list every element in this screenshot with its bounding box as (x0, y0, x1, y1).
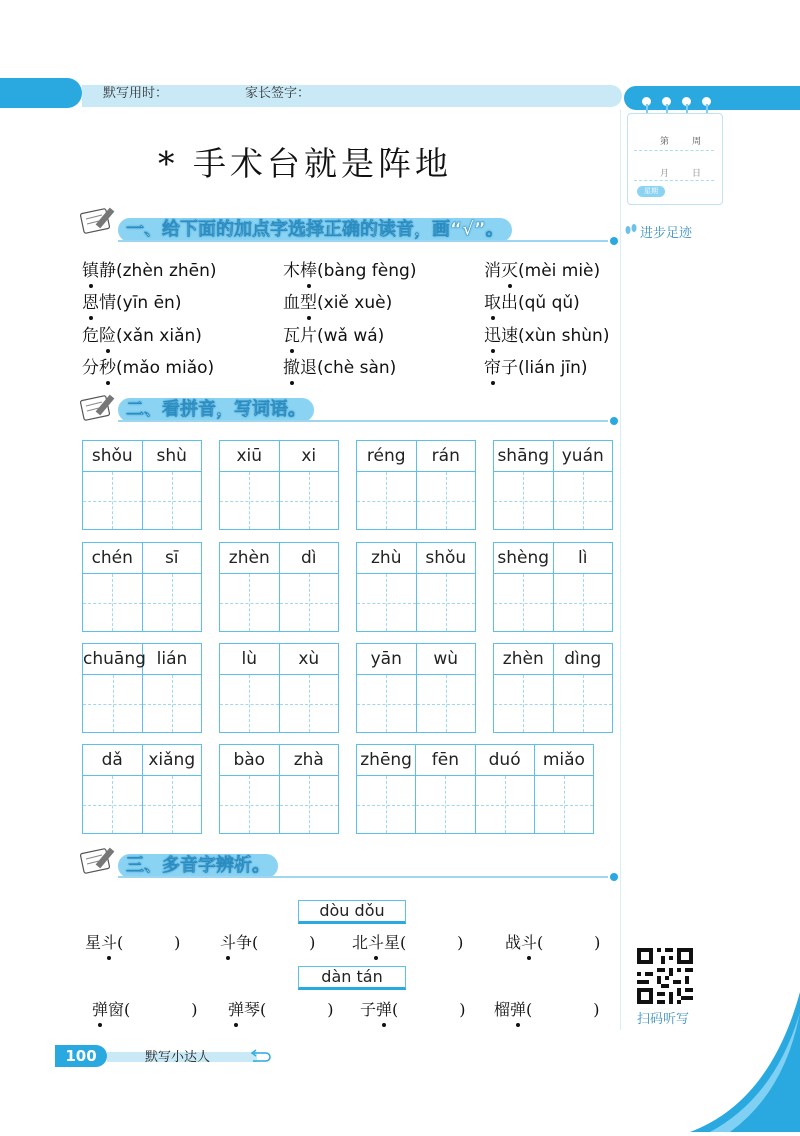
char: 星 (85, 933, 102, 952)
choice-item (283, 353, 396, 378)
pinyin-label: wù (417, 644, 476, 675)
pinyin-label: rán (417, 441, 476, 472)
choice-item (484, 256, 600, 281)
choice-options[interactable]: (xùn shùn) (518, 326, 610, 346)
char: 消 (484, 261, 501, 281)
char-cell[interactable] (417, 441, 476, 529)
dotted-char: 险 (99, 321, 116, 346)
char: 静 (99, 261, 116, 281)
page-edge-line (620, 110, 621, 1030)
answer-blank[interactable]: ( ) (117, 933, 181, 952)
writing-box[interactable] (220, 472, 279, 529)
section-underline (118, 420, 608, 422)
dotted-char: 斗 (220, 930, 236, 953)
char-cell[interactable] (280, 441, 339, 529)
section-end-dot (610, 237, 618, 245)
word-grid[interactable] (493, 643, 613, 733)
polyphone-item (220, 930, 315, 953)
writing-box[interactable] (143, 776, 202, 833)
polyphone-item (352, 930, 463, 953)
week-suffix: 周 (692, 137, 702, 147)
writing-box[interactable] (535, 776, 593, 833)
writing-box[interactable] (83, 472, 142, 529)
char-cell[interactable] (143, 441, 202, 529)
writing-box[interactable] (494, 472, 553, 529)
writing-box[interactable] (357, 675, 416, 732)
char: 木 (283, 261, 300, 281)
char: 争 (236, 933, 253, 952)
polyphone-pinyin-2: dàn tán (298, 966, 406, 990)
writing-box[interactable] (417, 675, 476, 732)
polyphone-word (505, 933, 537, 952)
char: 片 (300, 326, 317, 346)
polyphone-word (85, 933, 117, 952)
char: 窗 (108, 1000, 125, 1019)
dotted-char: 迅 (484, 321, 501, 346)
writing-box[interactable] (357, 472, 416, 529)
writing-box[interactable] (357, 776, 415, 833)
char-cell[interactable] (83, 745, 143, 833)
pinyin-label: xi (280, 441, 339, 472)
pinyin-label: dìng (554, 644, 613, 675)
dotted-char: 弹 (92, 997, 108, 1020)
dotted-char: 棒 (300, 256, 317, 281)
divider (634, 150, 714, 152)
choice-word (283, 326, 317, 346)
dotted-char: 镇 (82, 256, 99, 281)
choice-item (82, 353, 214, 378)
pencil-icon (80, 392, 120, 426)
char-cell[interactable] (143, 543, 202, 631)
writing-box[interactable] (220, 776, 279, 833)
writing-box[interactable] (280, 675, 339, 732)
char-cell[interactable] (143, 745, 202, 833)
progress-label: 进步足迹 (640, 226, 693, 241)
word-grid[interactable] (82, 744, 202, 834)
choice-word (484, 358, 518, 378)
pencil-icon (80, 205, 120, 239)
writing-box[interactable] (416, 776, 474, 833)
char: 分 (82, 358, 99, 378)
parent-signature-label: 家长签字： (245, 86, 311, 101)
char-cell[interactable] (280, 543, 339, 631)
divider (634, 180, 714, 182)
choice-options[interactable]: (bàng fèng) (317, 261, 417, 281)
choice-item (82, 256, 217, 281)
word-grid[interactable] (356, 643, 476, 733)
word-grid[interactable] (82, 440, 202, 530)
polyphone-item (360, 997, 466, 1020)
polyphone-pinyin-1: dòu dǒu (298, 900, 406, 924)
writing-box[interactable] (220, 574, 279, 631)
weekday-badge: 星期 (637, 186, 665, 197)
choice-word (484, 293, 518, 313)
polyphone-item (92, 997, 198, 1020)
dotted-char: 弹 (228, 997, 244, 1020)
writing-box[interactable] (417, 472, 476, 529)
answer-blank[interactable]: ( ) (392, 1000, 466, 1019)
pinyin-label: yān (357, 644, 416, 675)
choice-word (283, 293, 317, 313)
writing-box[interactable] (280, 776, 339, 833)
pinyin-label: zhù (357, 543, 416, 574)
char-cell[interactable] (220, 543, 280, 631)
choice-word (484, 261, 518, 281)
char: 战 (505, 933, 522, 952)
pinyin-label: réng (357, 441, 416, 472)
month-label: 月 (660, 169, 670, 179)
dotted-char: 弹 (376, 997, 392, 1020)
polyphone-word (352, 933, 400, 952)
pinyin-label: miǎo (535, 745, 593, 776)
dotted-char: 弹 (510, 997, 526, 1020)
choice-options[interactable]: (chè sàn) (317, 358, 397, 378)
choice-options[interactable]: (wǎ wá) (317, 326, 385, 346)
choice-item (283, 288, 392, 313)
dotted-char: 秒 (99, 353, 116, 378)
answer-blank[interactable]: ( ) (124, 1000, 198, 1019)
char: 星 (384, 933, 401, 952)
polyphone-item (505, 930, 600, 953)
writing-box[interactable] (280, 574, 339, 631)
pinyin-label: lù (220, 644, 279, 675)
section-end-dot (610, 873, 618, 881)
polyphone-word (360, 1000, 392, 1019)
char: 北 (352, 933, 369, 952)
book-title: 默写小达人 (145, 1050, 211, 1065)
choice-word (283, 358, 317, 378)
polyphone-item (494, 997, 600, 1020)
char-cell[interactable] (417, 543, 476, 631)
char-cell[interactable] (220, 644, 280, 732)
char: 琴 (244, 1000, 261, 1019)
dotted-char: 撤 (283, 353, 300, 378)
char-cell[interactable] (554, 644, 613, 732)
week-prefix: 第 (660, 137, 670, 147)
char-cell[interactable] (220, 745, 280, 833)
char-cell[interactable] (494, 441, 554, 529)
pinyin-label: shāng (494, 441, 553, 472)
choice-word (82, 326, 116, 346)
pinyin-label: chén (83, 543, 142, 574)
answer-blank[interactable]: ( ) (252, 933, 316, 952)
word-grid[interactable] (356, 440, 476, 530)
choice-options[interactable]: (zhèn zhēn) (116, 261, 217, 281)
char: 出 (501, 293, 518, 313)
choice-word (82, 261, 116, 281)
pinyin-label: chuāng (83, 644, 142, 675)
pinyin-label: zhèn (220, 543, 279, 574)
answer-blank[interactable]: ( ) (400, 933, 464, 952)
writing-box[interactable] (280, 472, 339, 529)
choice-options[interactable]: (qǔ qǔ) (518, 293, 580, 313)
word-grid[interactable] (493, 440, 613, 530)
polyphone-word (92, 1000, 124, 1019)
choice-item (82, 321, 202, 346)
writing-box[interactable] (143, 472, 202, 529)
writing-box[interactable] (476, 776, 534, 833)
pinyin-label: yuán (554, 441, 613, 472)
writing-box[interactable] (83, 675, 142, 732)
word-grid[interactable] (219, 440, 339, 530)
pinyin-label: zhèn (494, 644, 553, 675)
polyphone-item (85, 930, 180, 953)
pinyin-label: xù (280, 644, 339, 675)
dotted-char: 帘 (484, 353, 501, 378)
pinyin-label: dǎ (83, 745, 142, 776)
char: 速 (501, 326, 518, 346)
pinyin-label: shù (143, 441, 202, 472)
choice-options[interactable]: (mèi miè) (518, 261, 601, 281)
pinyin-label: bào (220, 745, 279, 776)
writing-box[interactable] (494, 675, 553, 732)
char: 子 (501, 358, 518, 378)
choice-options[interactable]: (lián jīn) (518, 358, 588, 378)
section-underline (118, 876, 608, 878)
char-cell[interactable] (554, 441, 613, 529)
char-cell[interactable] (143, 644, 201, 732)
pinyin-label: fēn (416, 745, 474, 776)
pinyin-label: duó (476, 745, 534, 776)
day-label: 日 (692, 169, 702, 179)
page-number: 100 (55, 1045, 107, 1067)
choice-word (82, 358, 116, 378)
char-cell[interactable] (416, 745, 475, 833)
char-cell[interactable] (535, 745, 593, 833)
dotted-char: 斗 (101, 930, 117, 953)
char: 榴 (494, 1000, 511, 1019)
writing-box[interactable] (83, 574, 142, 631)
dotted-char: 斗 (368, 930, 384, 953)
dotted-char: 取 (484, 288, 501, 313)
section2-heading: 二、看拼音，写词语。 (118, 398, 314, 422)
pinyin-label: shǒu (417, 543, 476, 574)
writing-box[interactable] (143, 574, 202, 631)
char-cell[interactable] (83, 441, 143, 529)
writing-box[interactable] (357, 574, 416, 631)
return-arrow-icon (250, 1048, 272, 1067)
answer-blank[interactable]: ( ) (526, 1000, 600, 1019)
choice-options[interactable]: (xǎn xiǎn) (116, 326, 202, 346)
word-grid[interactable] (82, 542, 202, 632)
choice-options[interactable]: (yīn ēn) (116, 293, 182, 313)
char-cell[interactable] (357, 745, 416, 833)
section-end-dot (610, 417, 618, 425)
polyphone-word (228, 1000, 260, 1019)
choice-item (283, 256, 416, 281)
pinyin-label: lián (143, 644, 201, 675)
char: 退 (300, 358, 317, 378)
word-grid[interactable] (219, 643, 339, 733)
dotted-char: 灭 (501, 256, 518, 281)
header-tab (0, 78, 82, 108)
word-grid[interactable] (356, 744, 594, 834)
writing-box[interactable] (220, 675, 279, 732)
char-cell[interactable] (476, 745, 535, 833)
writing-box[interactable] (494, 574, 553, 631)
writing-box[interactable] (554, 472, 613, 529)
section1-heading: 一、给下面的加点字选择正确的读音，画“√”。 (118, 218, 512, 242)
answer-blank[interactable]: ( ) (260, 1000, 334, 1019)
word-grid[interactable] (356, 542, 476, 632)
pinyin-label: zhà (280, 745, 339, 776)
choice-word (82, 293, 116, 313)
dictation-time-label: 默写用时： (103, 86, 169, 101)
choice-word (283, 261, 317, 281)
char-cell[interactable] (83, 543, 143, 631)
answer-blank[interactable]: ( ) (537, 933, 601, 952)
char-cell[interactable] (280, 745, 339, 833)
pinyin-label: dì (280, 543, 339, 574)
choice-item (283, 321, 384, 346)
choice-item (82, 288, 181, 313)
char-cell[interactable] (494, 644, 554, 732)
word-grid[interactable] (493, 542, 613, 632)
dotted-char: 恩 (82, 288, 99, 313)
qr-caption: 扫码听写 (637, 1012, 690, 1027)
char-cell[interactable] (357, 543, 417, 631)
pinyin-label: sī (143, 543, 202, 574)
page-curl-corner (690, 992, 800, 1132)
char-cell[interactable] (357, 441, 417, 529)
writing-box[interactable] (417, 574, 476, 631)
section3-heading: 三、多音字辨析。 (118, 854, 278, 878)
char: 血 (283, 293, 300, 313)
writing-box[interactable] (554, 675, 613, 732)
choice-word (484, 326, 518, 346)
char-cell[interactable] (83, 644, 146, 732)
char: 情 (99, 293, 116, 313)
section-underline (118, 240, 608, 242)
choice-item (484, 288, 580, 313)
char: 子 (360, 1000, 377, 1019)
pinyin-label: zhēng (357, 745, 415, 776)
dotted-char: 型 (300, 288, 317, 313)
page-title: * 手术台就是阵地 (158, 144, 452, 183)
char-cell[interactable] (494, 543, 554, 631)
qr-code[interactable] (637, 948, 693, 1004)
choice-options[interactable]: (xiě xuè) (317, 293, 393, 313)
word-grid[interactable] (82, 643, 202, 733)
polyphone-item (228, 997, 334, 1020)
char-cell[interactable] (280, 644, 339, 732)
pinyin-label: xiū (220, 441, 279, 472)
pinyin-label: shèng (494, 543, 553, 574)
polyphone-word (494, 1000, 526, 1019)
choice-options[interactable]: (mǎo miǎo) (116, 358, 215, 378)
word-grid[interactable] (219, 744, 339, 834)
char-cell[interactable] (554, 543, 613, 631)
char-cell[interactable] (417, 644, 476, 732)
dotted-char: 斗 (521, 930, 537, 953)
choice-item (484, 321, 609, 346)
polyphone-word (220, 933, 252, 952)
pencil-icon (80, 845, 120, 879)
writing-box[interactable] (83, 776, 142, 833)
choice-item (484, 353, 588, 378)
pinyin-label: xiǎng (143, 745, 202, 776)
writing-box[interactable] (143, 675, 201, 732)
char-cell[interactable] (357, 644, 417, 732)
dotted-char: 瓦 (283, 321, 300, 346)
pinyin-label: shǒu (83, 441, 142, 472)
pinyin-label: lì (554, 543, 613, 574)
footprints-icon (624, 222, 638, 238)
char-cell[interactable] (220, 441, 280, 529)
writing-box[interactable] (554, 574, 613, 631)
word-grid[interactable] (219, 542, 339, 632)
char: 危 (82, 326, 99, 346)
